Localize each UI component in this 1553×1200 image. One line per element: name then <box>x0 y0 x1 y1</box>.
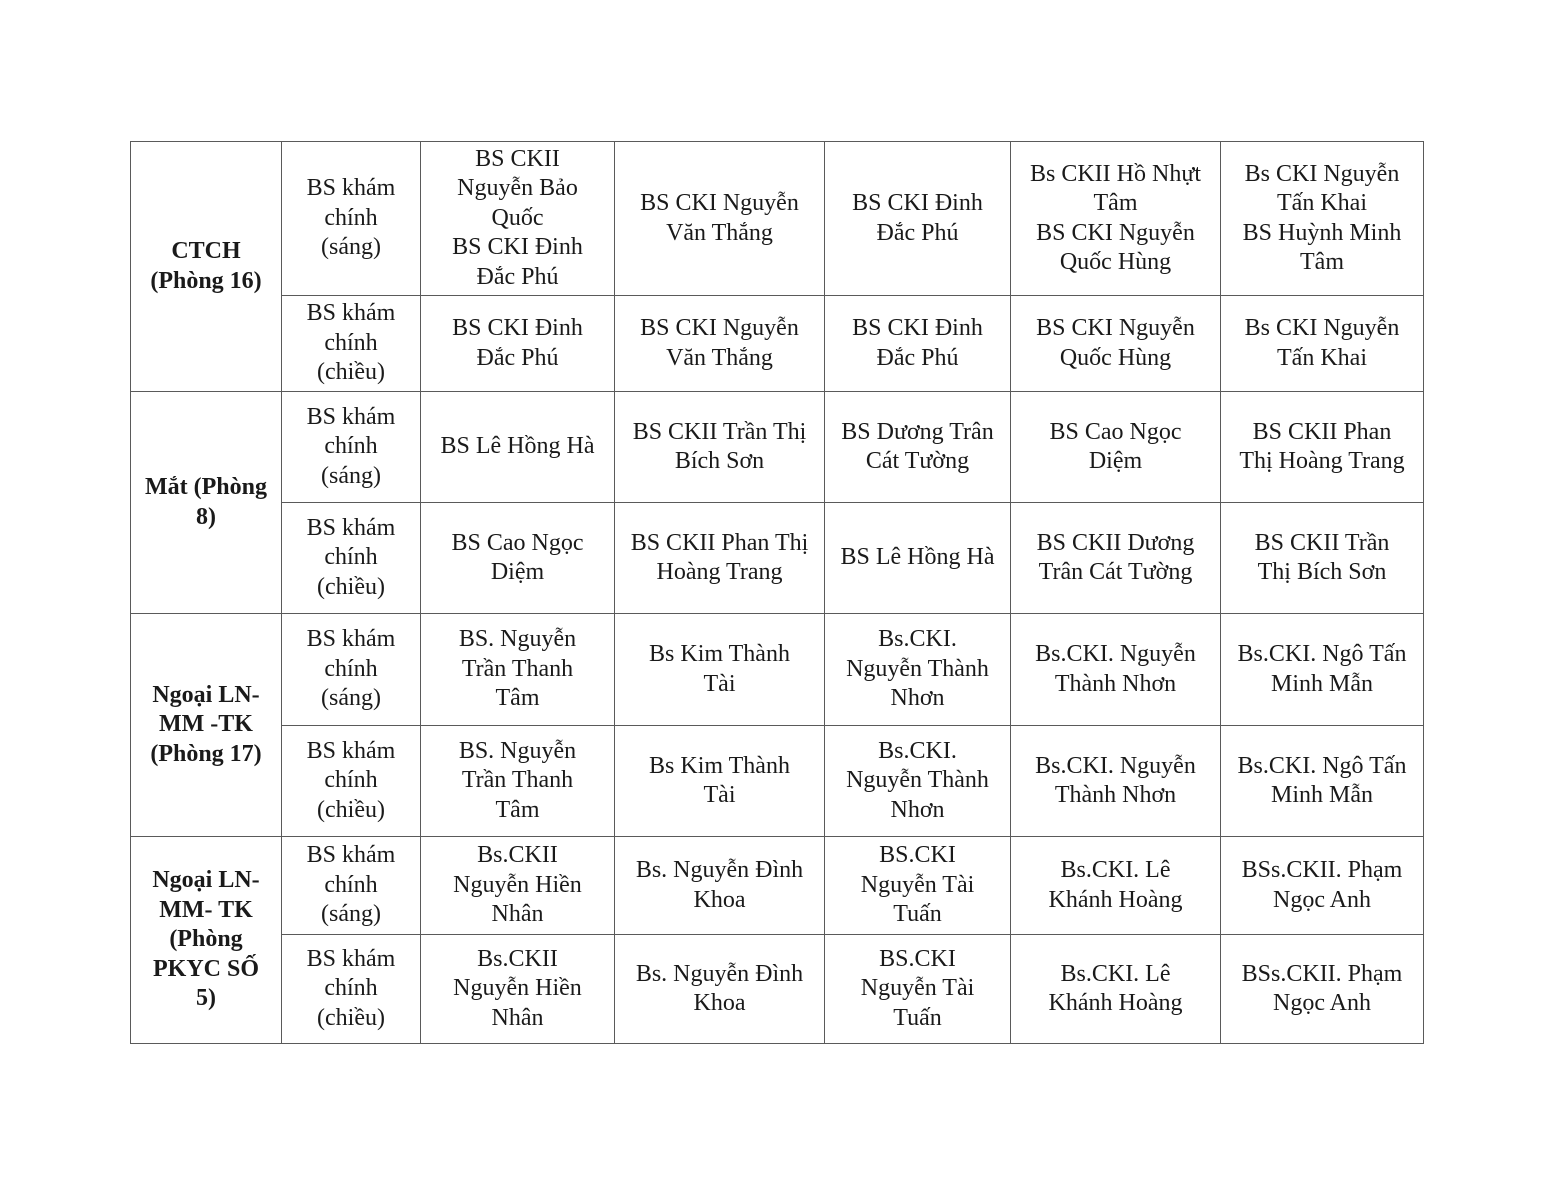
table-row <box>131 296 1424 392</box>
doctor-cell: BS CKII Trần Thị Bích Sơn <box>1221 503 1424 614</box>
doctor-cell: BS CKI Nguyễn Quốc Hùng <box>1011 296 1221 392</box>
doctor-schedule-table <box>130 141 1424 1044</box>
doctor-cell: Bs.CKI. Lê Khánh Hoàng <box>1011 935 1221 1044</box>
shift-label-cell: BS khám chính (chiều) <box>282 935 421 1044</box>
table-row <box>131 837 1424 935</box>
doctor-cell: Bs. Nguyễn Đình Khoa <box>615 935 825 1044</box>
doctor-cell: Bs Kim Thành Tài <box>615 614 825 726</box>
doctor-cell: BS Lê Hồng Hà <box>825 503 1011 614</box>
doctor-cell: Bs.CKI. Ngô Tấn Minh Mẫn <box>1221 726 1424 837</box>
doctor-cell: BS CKII Nguyễn Bảo Quốc BS CKI Đinh Đắc Phú <box>421 142 615 296</box>
doctor-cell: BS. Nguyễn Trần Thanh Tâm <box>421 614 615 726</box>
doctor-cell: BS CKI Nguyễn Văn Thắng <box>615 142 825 296</box>
doctor-cell: BS CKI Đinh Đắc Phú <box>421 296 615 392</box>
doctor-cell: Bs Kim Thành Tài <box>615 726 825 837</box>
department-cell: Ngoại LN- MM -TK (Phòng 17) <box>131 614 282 837</box>
doctor-cell: BS CKI Đinh Đắc Phú <box>825 296 1011 392</box>
department-cell: Ngoại LN- MM- TK (Phòng PKYC SỐ 5) <box>131 837 282 1044</box>
doctor-cell: Bs.CKII Nguyễn Hiền Nhân <box>421 837 615 935</box>
department-cell: Mắt (Phòng 8) <box>131 392 282 614</box>
shift-label-cell: BS khám chính (chiều) <box>282 503 421 614</box>
doctor-cell: BSs.CKII. Phạm Ngọc Anh <box>1221 935 1424 1044</box>
doctor-cell: BS Lê Hồng Hà <box>421 392 615 503</box>
shift-label-cell: BS khám chính (sáng) <box>282 142 421 296</box>
doctor-cell: Bs.CKI. Lê Khánh Hoàng <box>1011 837 1221 935</box>
doctor-cell: Bs.CKI. Ngô Tấn Minh Mẫn <box>1221 614 1424 726</box>
doctor-cell: BS CKI Đinh Đắc Phú <box>825 142 1011 296</box>
department-cell: CTCH (Phòng 16) <box>131 142 282 392</box>
doctor-cell: BS Dương Trân Cát Tường <box>825 392 1011 503</box>
doctor-cell: BS CKII Dương Trân Cát Tường <box>1011 503 1221 614</box>
table-row <box>131 614 1424 726</box>
doctor-cell: Bs.CKII Nguyễn Hiền Nhân <box>421 935 615 1044</box>
shift-label-cell: BS khám chính (sáng) <box>282 837 421 935</box>
doctor-cell: Bs.CKI. Nguyễn Thành Nhơn <box>1011 726 1221 837</box>
shift-label-cell: BS khám chính (sáng) <box>282 614 421 726</box>
shift-label-cell: BS khám chính (chiều) <box>282 726 421 837</box>
shift-label-cell: BS khám chính (sáng) <box>282 392 421 503</box>
table-row <box>131 142 1424 296</box>
shift-label-cell: BS khám chính (chiều) <box>282 296 421 392</box>
doctor-cell: Bs. Nguyễn Đình Khoa <box>615 837 825 935</box>
doctor-cell: Bs CKI Nguyễn Tấn Khai <box>1221 296 1424 392</box>
table-row <box>131 503 1424 614</box>
table-row <box>131 392 1424 503</box>
doctor-cell: Bs CKII Hồ Nhựt Tâm BS CKI Nguyễn Quốc Hùng <box>1011 142 1221 296</box>
doctor-cell: BS.CKI Nguyễn Tài Tuấn <box>825 837 1011 935</box>
doctor-cell: Bs.CKI. Nguyễn Thành Nhơn <box>1011 614 1221 726</box>
doctor-cell: BS Cao Ngọc Diệm <box>1011 392 1221 503</box>
doctor-cell: Bs CKI Nguyễn Tấn Khai BS Huỳnh Minh Tâm <box>1221 142 1424 296</box>
doctor-cell: Bs.CKI. Nguyễn Thành Nhơn <box>825 614 1011 726</box>
doctor-cell: BS.CKI Nguyễn Tài Tuấn <box>825 935 1011 1044</box>
doctor-cell: Bs.CKI. Nguyễn Thành Nhơn <box>825 726 1011 837</box>
doctor-cell: BS Cao Ngọc Diệm <box>421 503 615 614</box>
table-row <box>131 726 1424 837</box>
doctor-cell: BS CKII Phan Thị Hoàng Trang <box>615 503 825 614</box>
doctor-cell: BS. Nguyễn Trần Thanh Tâm <box>421 726 615 837</box>
doctor-cell: BS CKI Nguyễn Văn Thắng <box>615 296 825 392</box>
doctor-cell: BS CKII Phan Thị Hoàng Trang <box>1221 392 1424 503</box>
doctor-cell: BSs.CKII. Phạm Ngọc Anh <box>1221 837 1424 935</box>
doctor-cell: BS CKII Trần Thị Bích Sơn <box>615 392 825 503</box>
table-row <box>131 935 1424 1044</box>
